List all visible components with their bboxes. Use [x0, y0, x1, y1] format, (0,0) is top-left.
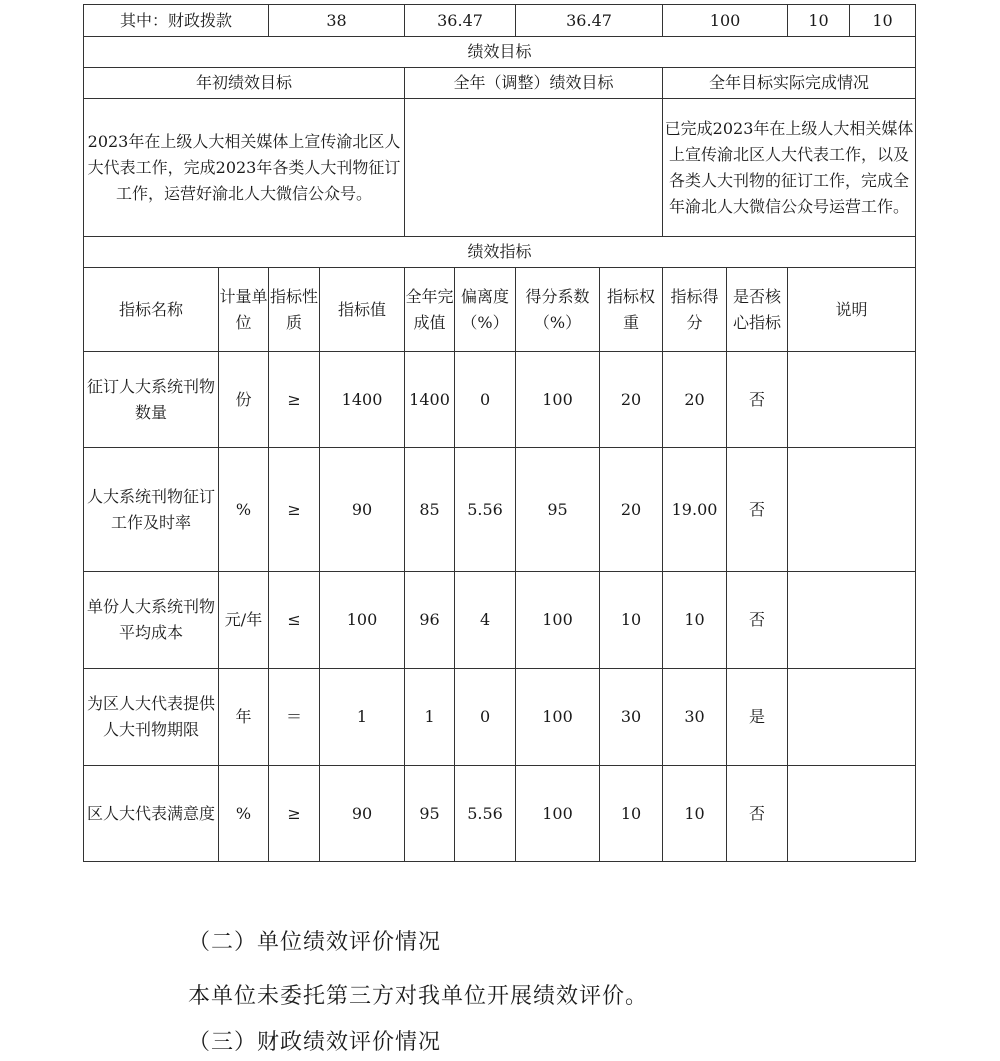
funding-value: 36.47: [405, 5, 516, 37]
goals-section-title: 绩效目标: [84, 37, 916, 68]
col-header-core: 是否核心指标: [727, 268, 788, 352]
section-body-unit-evaluation: 本单位未委托第三方对我单位开展绩效评价。: [188, 984, 649, 1009]
indicator-actual: 95: [405, 766, 455, 862]
indicator-note: [788, 352, 916, 448]
indicator-target: 1400: [320, 352, 405, 448]
indicator-coefficient: 100: [516, 352, 600, 448]
indicator-weight: 20: [600, 352, 663, 448]
indicator-core: 否: [727, 352, 788, 448]
indicator-actual: 85: [405, 448, 455, 572]
indicators-section-title: 绩效指标: [84, 237, 916, 268]
indicator-unit: 年: [219, 669, 269, 766]
indicator-note: [788, 669, 916, 766]
indicator-deviation: 5.56: [455, 766, 516, 862]
indicator-target: 90: [320, 766, 405, 862]
indicator-actual: 96: [405, 572, 455, 669]
indicator-score: 20: [663, 352, 727, 448]
indicator-score: 19.00: [663, 448, 727, 572]
funding-label: 其中：财政拨款: [84, 5, 269, 37]
col-header-score: 指标得分: [663, 268, 727, 352]
performance-table: [83, 4, 916, 862]
table-row: [84, 352, 916, 448]
funding-value: 100: [663, 5, 788, 37]
indicator-weight: 10: [600, 766, 663, 862]
indicator-weight: 10: [600, 572, 663, 669]
indicator-unit: %: [219, 448, 269, 572]
indicator-name: 区人大代表满意度: [84, 766, 219, 862]
goals-initial-text: 2023年在上级人大相关媒体上宣传渝北区人大代表工作，完成2023年各类人大刊物征订工作，运营好渝北人大微信公众号。: [84, 99, 405, 237]
indicator-note: [788, 448, 916, 572]
indicator-weight: 30: [600, 669, 663, 766]
col-header-deviation: 偏离度（%）: [455, 268, 516, 352]
indicator-name: 为区人大代表提供人大刊物期限: [84, 669, 219, 766]
col-header-note: 说明: [788, 268, 916, 352]
indicator-nature: ≥: [269, 352, 320, 448]
indicator-nature: ≥: [269, 766, 320, 862]
table-row: [84, 572, 916, 669]
indicator-unit: %: [219, 766, 269, 862]
col-header-target: 指标值: [320, 268, 405, 352]
indicator-weight: 20: [600, 448, 663, 572]
indicator-score: 10: [663, 572, 727, 669]
indicator-core: 否: [727, 766, 788, 862]
col-header-coefficient: 得分系数（%）: [516, 268, 600, 352]
goals-adjusted-text: [405, 99, 663, 237]
indicator-nature: ≤: [269, 572, 320, 669]
goals-header-actual: 全年目标实际完成情况: [663, 68, 916, 99]
indicator-coefficient: 100: [516, 572, 600, 669]
col-header-unit: 计量单位: [219, 268, 269, 352]
goals-header-initial: 年初绩效目标: [84, 68, 405, 99]
indicator-actual: 1400: [405, 352, 455, 448]
indicator-coefficient: 95: [516, 448, 600, 572]
indicator-score: 10: [663, 766, 727, 862]
funding-weight: 10: [788, 5, 850, 36]
indicators-header-row: [84, 268, 916, 352]
col-header-weight: 指标权重: [600, 268, 663, 352]
col-header-actual: 全年完成值: [405, 268, 455, 352]
indicator-target: 1: [320, 669, 405, 766]
indicator-deviation: 0: [455, 669, 516, 766]
table-row: [84, 766, 916, 862]
indicator-coefficient: 100: [516, 766, 600, 862]
indicator-core: 否: [727, 572, 788, 669]
col-header-name: 指标名称: [84, 268, 219, 352]
indicator-note: [788, 766, 916, 862]
goals-actual-text: 已完成2023年在上级人大相关媒体上宣传渝北区人大代表工作，以及各类人大刊物的征订工作，完成全年渝北人大微信公众号运营工作。: [663, 99, 916, 237]
indicator-target: 100: [320, 572, 405, 669]
indicator-coefficient: 100: [516, 669, 600, 766]
indicator-deviation: 4: [455, 572, 516, 669]
section-heading-fiscal-evaluation: （三）财政绩效评价情况: [188, 1030, 442, 1055]
funding-value: [788, 5, 916, 37]
goals-header-adjusted: 全年（调整）绩效目标: [405, 68, 663, 99]
indicator-deviation: 5.56: [455, 448, 516, 572]
indicator-note: [788, 572, 916, 669]
funding-row: [84, 5, 916, 37]
indicator-target: 90: [320, 448, 405, 572]
funding-score: 10: [872, 11, 893, 30]
indicator-score: 30: [663, 669, 727, 766]
indicator-nature: ＝: [269, 669, 320, 766]
indicator-name: 人大系统刊物征订工作及时率: [84, 448, 219, 572]
indicator-core: 是: [727, 669, 788, 766]
col-header-nature: 指标性质: [269, 268, 320, 352]
funding-value: 38: [269, 5, 405, 37]
indicator-unit: 份: [219, 352, 269, 448]
table-row: [84, 669, 916, 766]
indicator-name: 征订人大系统刊物数量: [84, 352, 219, 448]
indicator-name: 单份人大系统刊物平均成本: [84, 572, 219, 669]
indicator-nature: ≥: [269, 448, 320, 572]
indicator-deviation: 0: [455, 352, 516, 448]
indicator-unit: 元/年: [219, 572, 269, 669]
indicator-actual: 1: [405, 669, 455, 766]
table-row: [84, 448, 916, 572]
section-heading-unit-evaluation: （二）单位绩效评价情况: [188, 930, 442, 955]
indicator-core: 否: [727, 448, 788, 572]
funding-value: 36.47: [516, 5, 663, 37]
